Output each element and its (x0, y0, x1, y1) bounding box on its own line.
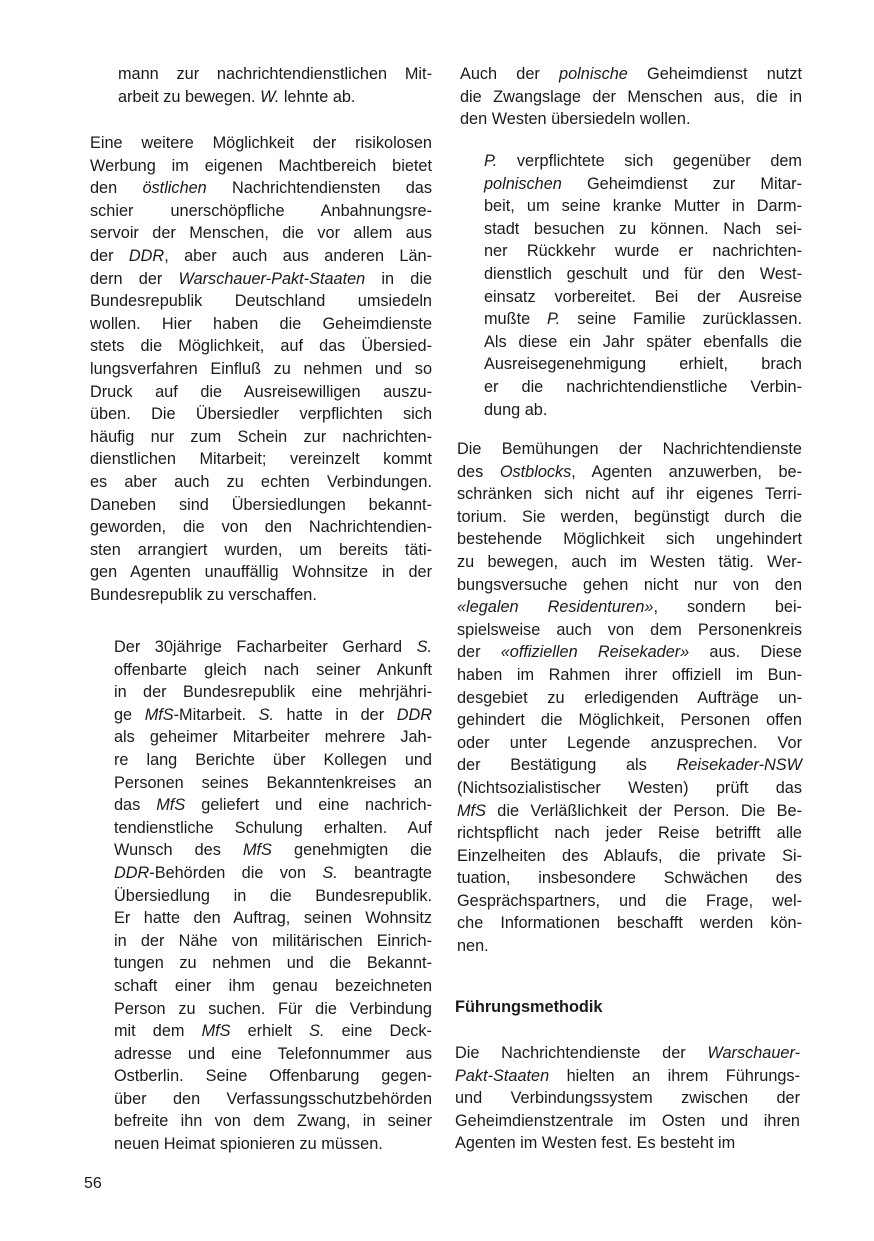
text-line: richtspflicht nach jeder Reise betrifft alle (457, 824, 802, 843)
text-line: Einzelheiten des Ablaufs, die private Si- (457, 846, 802, 865)
right-paragraph-4 (455, 1042, 800, 1155)
text-line: Gesprächspartners, und die Frage, wel- (457, 891, 802, 910)
text-line: dienstlichen Mitarbeit; vereinzelt kommt (90, 450, 432, 469)
text-line: beit, um seine kranke Mutter in Darm- (484, 197, 802, 216)
text-line: der «offiziellen Reisekader» aus. Diese (457, 643, 802, 662)
text-line: DDR-Behörden die von S. beantragte (114, 863, 432, 882)
text-line: che Informationen beschafft werden kön- (457, 914, 802, 933)
text-line: lungsverfahren Einfluß zu nehmen und so (90, 359, 432, 378)
text-line: Als diese ein Jahr später ebenfalls die (484, 332, 802, 351)
text-line: spielsweise auch von dem Personenkreis (457, 620, 802, 639)
right-paragraph-1 (460, 63, 802, 131)
right-paragraph-2-example (484, 150, 802, 421)
text-line: Agenten im Westen fest. Es besteht im (455, 1134, 736, 1153)
text-line: bestehende Möglichkeit sich ungehindert (457, 530, 802, 549)
text-line: über den Verfassungsschutzbehörden (114, 1089, 432, 1108)
text-line: das MfS geliefert und eine nachrich- (114, 796, 432, 815)
text-line: zu bewegen, auch im Westen tätig. Wer- (457, 552, 802, 571)
section-heading: Führungsmethodik (455, 998, 603, 1016)
text-line: dung ab. (484, 400, 548, 419)
text-line: Die Bemühungen der Nachrichtendienste (457, 440, 802, 458)
text-line: Pakt-Staaten hielten an ihrem Führungs- (455, 1066, 800, 1085)
text-line: Ostberlin. Seine Offenbarung gegen- (114, 1067, 432, 1086)
text-line: schränken sich nicht auf ihr eigenes Terri- (457, 485, 802, 504)
text-line: befreite ihn von dem Zwang, in seiner (114, 1112, 432, 1131)
text-line: neuen Heimat spionieren zu müssen. (114, 1135, 383, 1154)
text-line: sten arrangiert wurden, um bereits täti- (90, 540, 432, 559)
text-line: des Ostblocks, Agenten anzuwerben, be- (457, 462, 802, 481)
text-line: Personen seines Bekanntenkreises an (114, 773, 432, 792)
text-line: gehindert die Möglichkeit, Personen offen (457, 711, 802, 730)
text-line: als geheimer Mitarbeiter mehrere Jah- (114, 728, 432, 747)
text-line: Geheimdienstzentrale im Osten und ihren (455, 1111, 800, 1130)
text-line: adresse und eine Telefonnummer aus (114, 1044, 432, 1063)
page-number: 56 (84, 1175, 102, 1192)
text-line: haben im Rahmen ihrer offiziell im Bun- (457, 665, 802, 684)
text-line: wollen. Hier haben die Geheimdienste (90, 314, 432, 333)
text-line: Person zu suchen. Für die Verbindung (114, 999, 432, 1018)
text-line: Bundesrepublik zu verschaffen. (90, 585, 317, 604)
text-line: tuation, insbesondere Schwächen des (457, 869, 802, 888)
text-line: Bundesrepublik Deutschland umsiedeln (90, 292, 432, 311)
text-line: arbeit zu bewegen. W. lehnte ab. (118, 87, 356, 106)
text-line: torium. Sie werden, begünstigt durch die (457, 507, 802, 526)
left-paragraph-3-example (114, 636, 432, 1156)
text-line: den östlichen Nachrichtendiensten das (90, 179, 432, 198)
text-line: er die nachrichtendienstliche Verbin- (484, 377, 802, 396)
text-line: stadt besuchen zu können. Nach sei- (484, 219, 802, 238)
text-line: Druck auf die Ausreisewilligen auszu- (90, 382, 432, 401)
text-line: MfS die Verläßlichkeit der Person. Die Be- (457, 801, 802, 820)
text-line: und Verbindungssystem zwischen der (455, 1089, 800, 1108)
text-line: Die Nachrichtendienste der Warschauer- (455, 1044, 800, 1062)
text-line: Werbung im eigenen Machtbereich bietet (90, 156, 432, 175)
text-line: häufig nur zum Schein zur nachrichten- (90, 427, 432, 446)
text-line: ge MfS-Mitarbeit. S. hatte in der DDR (114, 705, 432, 724)
text-line: re lang Berichte über Kollegen und (114, 750, 432, 769)
text-line: üben. Die Übersiedler verpflichten sich (90, 405, 432, 424)
text-line: den Westen übersiedeln wollen. (460, 110, 691, 129)
left-paragraph-1 (118, 63, 432, 108)
text-line: Eine weitere Möglichkeit der risikolosen (90, 134, 432, 152)
text-line: «legalen Residenturen», sondern bei- (457, 598, 802, 617)
text-line: mann zur nachrichtendienstlichen Mit- (118, 65, 432, 83)
text-line: Auch der polnische Geheimdienst nutzt (460, 65, 802, 83)
left-paragraph-2 (90, 132, 432, 606)
text-line: oder unter Legende anzusprechen. Vor (457, 733, 802, 752)
text-line: bungsversuche gehen nicht nur von den (457, 575, 802, 594)
text-line: Wunsch des MfS genehmigten die (114, 841, 432, 860)
text-line: mußte P. seine Familie zurücklassen. (484, 310, 802, 329)
text-line: es aber auch zu echten Verbindungen. (90, 472, 432, 491)
text-line: schier unerschöpfliche Anbahnungsre- (90, 201, 432, 220)
text-line: polnischen Geheimdienst zur Mitar- (484, 174, 802, 193)
text-line: (Nichtsozialistischer Westen) prüft das (457, 778, 802, 797)
text-line: stets die Möglichkeit, auf das Übersied- (90, 337, 432, 356)
text-line: dern der Warschauer-Pakt-Staaten in die (90, 269, 433, 288)
text-line: tendienstliche Schulung erhalten. Auf (114, 818, 432, 837)
text-line: mit dem MfS erhielt S. eine Deck- (114, 1022, 432, 1041)
text-line: gen Agenten unauffällig Wohnsitze in der (90, 563, 432, 582)
text-line: der DDR, aber auch aus anderen Län- (90, 246, 433, 265)
text-line: schaft einer ihm genau bezeichneten (114, 976, 432, 995)
text-line: dienstlich geschult und für den West- (484, 264, 802, 283)
text-line: der Bestätigung als Reisekader-NSW (457, 756, 802, 775)
text-line: die Zwangslage der Menschen aus, die in (460, 87, 802, 106)
text-line: desgebiet zu erledigenden Aufträge un- (457, 688, 802, 707)
text-line: Übersiedlung in die Bundesrepublik. (114, 886, 432, 905)
text-line: in der Bundesrepublik eine mehrjähri- (114, 683, 432, 702)
text-line: ner Rückkehr wurde er nachrichten- (484, 242, 802, 261)
text-line: offenbarte gleich nach seiner Ankunft (114, 660, 432, 679)
text-line: tungen zu nehmen und die Bekannt- (114, 954, 432, 973)
text-line: geworden, die von den Nachrichtendien- (90, 518, 432, 537)
text-line: Der 30jährige Facharbeiter Gerhard S. (114, 638, 432, 656)
text-line: einsatz vorbereitet. Bei der Ausreise (484, 287, 802, 306)
text-line: nen. (457, 937, 489, 956)
right-paragraph-3 (457, 438, 802, 958)
text-line: in der Nähe von militärischen Einrich- (114, 931, 432, 950)
text-line: Ausreisegenehmigung erhielt, brach (484, 355, 802, 374)
text-line: Daneben sind Übersiedlungen bekannt- (90, 495, 432, 514)
text-line: P. verpflichtete sich gegenüber dem (484, 152, 802, 170)
text-line: Er hatte den Auftrag, seinen Wohnsitz (114, 909, 432, 928)
text-line: servoir der Menschen, die vor allem aus (90, 224, 432, 243)
